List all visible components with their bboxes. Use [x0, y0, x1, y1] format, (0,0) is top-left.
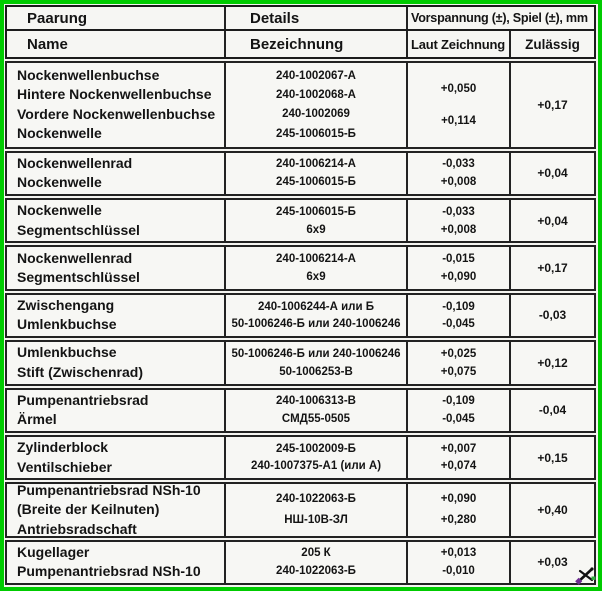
table-header-row-groups [5, 5, 596, 30]
allowed-value: +0,15 [537, 450, 568, 465]
pairing-name-line: Ventilschieber [17, 458, 112, 475]
header-details: Details [226, 7, 408, 29]
per-drawing-cell [408, 200, 511, 241]
pairing-name-cell [7, 437, 226, 478]
allowed-cell [511, 437, 594, 478]
allowed-value: +0,04 [537, 213, 568, 228]
header-laut-zeichnung: Laut Zeichnung [408, 31, 511, 57]
allowed-value: -0,03 [538, 308, 567, 323]
pairing-name-line: Zylinderblock [17, 439, 109, 456]
designation-cell [226, 342, 408, 383]
allowed-value: +0,12 [537, 355, 568, 370]
pairing-name-line: Hintere Nockenwellenbuchse [17, 86, 212, 103]
table-row [5, 293, 596, 338]
allowed-value: +0,40 [537, 502, 568, 517]
pairing-name-line: Vordere Nockenwellenbuchse [17, 105, 216, 122]
per-drawing-cell [408, 542, 511, 583]
pairing-name-line: Nockenwellenrad [17, 154, 133, 171]
table-row [5, 61, 596, 149]
part-number: 240-1022063-Б [276, 493, 356, 506]
pairing-name-line: Ärmel [17, 411, 57, 428]
header-vorspannung-spiel: Vorspannung (±), Spiel (±), mm [411, 11, 588, 25]
part-number: 240-1006214-А [276, 253, 356, 266]
pairing-name-line: Antriebsradschaft [17, 520, 137, 537]
per-drawing-value: -0,010 [442, 565, 475, 578]
header-zulaessig: Zulässig [525, 36, 580, 52]
table-row [5, 482, 596, 537]
part-number: 50-1006246-Б или 240-1006246 [231, 318, 401, 331]
part-number: 50-1006253-В [279, 365, 353, 378]
part-number: СМД55-0505 [281, 413, 351, 426]
part-number: 205 К [301, 547, 331, 560]
designation-cell [226, 295, 408, 336]
part-number: 245-1006015-Б [276, 205, 356, 218]
table-row [5, 151, 596, 196]
designation-cell [226, 437, 408, 478]
allowed-value: -0,04 [538, 403, 567, 418]
pairing-name-line: Nockenwelle [17, 202, 102, 219]
allowed-value: +0,04 [537, 166, 568, 181]
part-number: 240-1022063-Б [276, 565, 356, 578]
allowed-cell [511, 342, 594, 383]
part-number: 50-1006246-Б или 240-1006246 [231, 347, 401, 360]
per-drawing-cell [408, 342, 511, 383]
designation-cell [226, 63, 408, 147]
per-drawing-value: +0,114 [441, 114, 476, 127]
pairing-name-line: Segmentschlüssel [17, 269, 140, 286]
header-paarung: Paarung [7, 7, 226, 29]
pairing-name-line: Nockenwellenrad [17, 249, 133, 266]
part-number: 245-1002009-Б [276, 442, 356, 455]
per-drawing-value: +0,013 [440, 547, 477, 560]
per-drawing-value: -0,033 [442, 205, 475, 218]
per-drawing-value: +0,008 [440, 176, 477, 189]
pairing-name-line: Pumpenantriebsrad NSh-10 [17, 563, 201, 580]
allowed-value: +0,17 [537, 261, 568, 276]
pairing-name-line: Kugellager [17, 543, 90, 560]
pairing-name-line: Pumpenantriebsrad [17, 391, 149, 408]
per-drawing-value: -0,109 [442, 300, 475, 313]
per-drawing-value: +0,008 [440, 223, 477, 236]
table-row [5, 198, 596, 243]
crossed-tools-icon [573, 563, 597, 587]
designation-cell [226, 484, 408, 535]
part-number: 240-1006214-А [276, 158, 356, 171]
pairing-name-line: Nockenwelle [17, 174, 102, 191]
table-row [5, 340, 596, 385]
part-number: 245-1006015-Б [276, 176, 356, 189]
part-number: 6х9 [306, 270, 326, 283]
pairing-name-line: Nockenwellenbuchse [17, 66, 160, 83]
pairing-name-cell [7, 390, 226, 431]
pairing-name-cell [7, 342, 226, 383]
per-drawing-value: +0,090 [440, 493, 477, 506]
per-drawing-value: -0,015 [442, 253, 475, 266]
per-drawing-value: +0,074 [440, 460, 477, 473]
per-drawing-value: -0,033 [442, 158, 475, 171]
pairing-name-cell [7, 481, 226, 537]
per-drawing-value: +0,090 [440, 270, 477, 283]
allowed-cell [511, 390, 594, 431]
header-bezeichnung: Bezeichnung [226, 31, 408, 57]
per-drawing-cell [408, 247, 511, 288]
designation-cell [226, 200, 408, 241]
pairing-name-line: (Breite der Keilnuten) [17, 501, 160, 518]
pairing-name-cell [7, 247, 226, 288]
pairing-name-line: Stift (Zwischenrad) [17, 363, 144, 380]
part-number: 240-1002067-А [276, 70, 356, 83]
allowed-value: +0,03 [537, 555, 568, 570]
per-drawing-value: +0,280 [440, 514, 477, 527]
allowed-cell [511, 484, 594, 535]
pairing-name-cell [7, 63, 226, 147]
per-drawing-value: -0,045 [442, 318, 475, 331]
designation-cell [226, 390, 408, 431]
table-row [5, 245, 596, 290]
per-drawing-cell [408, 390, 511, 431]
designation-cell [226, 247, 408, 288]
allowed-cell [511, 63, 594, 147]
header-name: Name [7, 31, 226, 57]
per-drawing-value: +0,025 [440, 347, 477, 360]
part-number: 240-1006244-А или Б [257, 300, 375, 313]
pairing-name-line: Pumpenantriebsrad NSh-10 [17, 481, 201, 498]
pairing-name-cell [7, 200, 226, 241]
part-number: 240-1007375-А1 (или А) [250, 460, 382, 473]
pairing-name-line: Nockenwelle [17, 125, 102, 142]
pairing-name-cell [7, 542, 226, 583]
per-drawing-cell [408, 153, 511, 194]
pairing-name-line: Zwischengang [17, 296, 115, 313]
table-row [5, 540, 596, 585]
allowed-value: +0,17 [537, 97, 568, 112]
per-drawing-value: +0,007 [440, 442, 477, 455]
part-number: 240-1006313-В [276, 395, 356, 408]
allowed-cell [511, 247, 594, 288]
pairing-name-line: Umlenkbuchse [17, 344, 117, 361]
table-header-row-columns [5, 30, 596, 59]
part-number: 245-1006015-Б [276, 127, 356, 140]
pairing-name-line: Umlenkbuchse [17, 316, 117, 333]
designation-cell [226, 153, 408, 194]
pairing-name-cell [7, 153, 226, 194]
per-drawing-value: +0,050 [440, 82, 477, 95]
allowed-cell [511, 153, 594, 194]
per-drawing-value: -0,109 [442, 395, 475, 408]
table-row [5, 435, 596, 480]
pairing-name-line: Segmentschlüssel [17, 221, 140, 238]
per-drawing-cell [408, 484, 511, 535]
designation-cell [226, 542, 408, 583]
allowed-cell [511, 200, 594, 241]
pairing-name-cell [7, 295, 226, 336]
allowed-cell [511, 295, 594, 336]
part-number: 6х9 [306, 223, 326, 236]
part-number: 240-1002069 [282, 108, 350, 121]
fits-table [4, 4, 598, 587]
per-drawing-cell [408, 437, 511, 478]
per-drawing-value: -0,045 [442, 413, 475, 426]
part-number: 240-1002068-А [276, 89, 356, 102]
per-drawing-cell [408, 63, 511, 147]
per-drawing-value: +0,075 [440, 365, 477, 378]
per-drawing-cell [408, 295, 511, 336]
part-number: НШ-10В-ЗЛ [284, 514, 348, 527]
table-row [5, 388, 596, 433]
